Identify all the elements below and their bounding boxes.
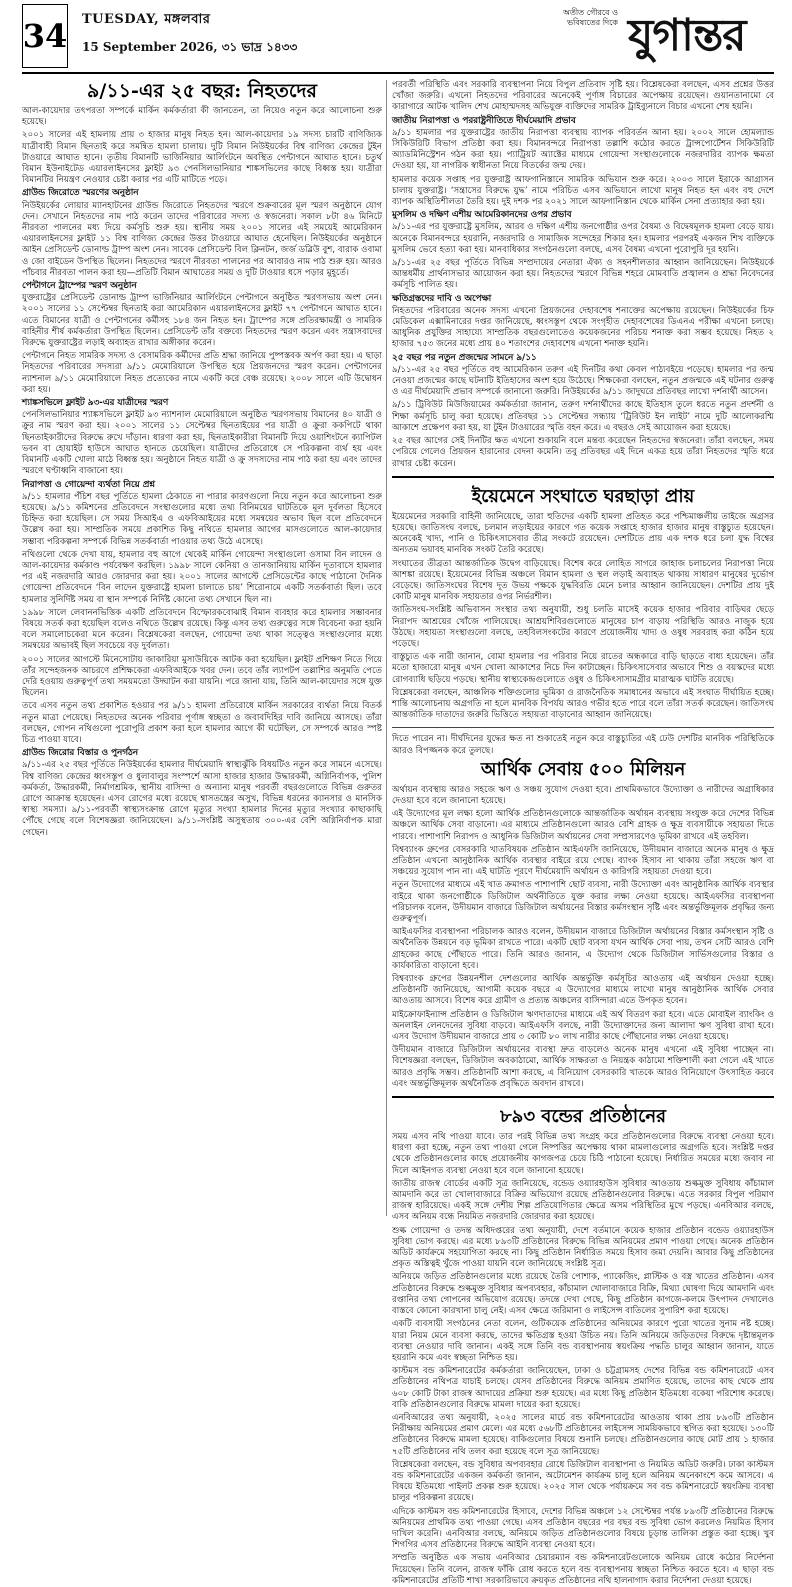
page-header <box>22 0 774 74</box>
story-separator <box>392 1096 774 1098</box>
story3-para: বিশ্বব্যাংক গ্রুপের উন্নয়নশীল দেশগুলোর আর্থিক অন্তর্ভুক্তি কর্মসূচির আওতায় এই অর্থায়ন দেওয়া হচ্ছে। প্রতিষ্ঠানটি জানিয়েছে, আগামী কয়েক বছরে এ উদ্যোগের মাধ্যমে লাখো মানুষ আনুষ্ঠানিক আর্থিক সেবার আওতায় আসবে। বিশেষ করে গ্রামীণ ও প্রত্যন্ত অঞ্চলের বাসিন্দারা এতে উপকৃত হবেন। <box>392 974 774 1007</box>
story3-para: বিশ্বব্যাংক গ্রুপের বেসরকারি খাতবিষয়ক প্রতিষ্ঠান আইএফসি জানিয়েছে, উদীয়মান বাজারে অনেক মানুষ ও ক্ষুদ্র প্রতিষ্ঠান এখনো আনুষ্ঠানিক আর্থিক ব্যবস্থার বাইরে রয়ে গেছে। ব্যাংক হিসাব না থাকায় তাঁরা সহজে ঋণ বা সঞ্চয়ের সুযোগ পান না। এই ঘাটতি পূরণে দীর্ঘমেয়াদি অর্থায়ন ও কারিগরি সহায়তা দেওয়া হবে। <box>392 844 774 878</box>
story4-para: সময় এসব নথি পাওয়া যাবে। তার পরই বিভিন্ন তথ্য সংগ্রহ করে প্রতিষ্ঠানগুলোর বিরুদ্ধে ব্যবস্থা নেওয়া হবে। ধারণা করা হচ্ছে, নতুন তথ্য পাওয়া গেলে নিষ্পত্তির অপেক্ষায় থাকা মামলাগুলোর অগ্রগতি হবে। সংশ্লিষ্ট দপ্তর থেকে প্রতিষ্ঠানগুলোর কাছে প্রয়োজনীয় কাগজপত্র চেয়ে চিঠি পাঠানো হয়েছে। নির্ধারিত সময়ের মধ্যে জবাব না দিলে আইনগত ব্যবস্থা নেওয়া হবে বলে জানানো হয়েছে। <box>392 1132 774 1176</box>
story1-para: নথিগুলো থেকে দেখা যায়, হামলার বহু আগে থেকেই মার্কিন গোয়েন্দা সংস্থাগুলো ওসামা বিন লাদেন ও আল-কায়েদার কর্মকাণ্ড পর্যবেক্ষণ করছিল। ১৯৯৮ সালে কেনিয়া ও তানজানিয়ায় মার্কিন দূতাবাসে হামলার পর এই নজরদারি আরও জোরদার করা হয়। ২০০১ সালের আগস্টে প্রেসিডেন্টের কাছে পাঠানো দৈনিক গোয়েন্দা প্রতিবেদনে ‘বিন লাদেন যুক্তরাষ্ট্রে হামলা চালাতে চায়’ শিরোনামে একটি সতর্কবার্তা ছিল। তবে হামলার সুনির্দিষ্ট সময় বা স্থান সম্পর্কে নির্দিষ্ট কোনো তথ্য সেখানে ছিল না। <box>22 549 382 605</box>
story4-para: জাতীয় রাজস্ব বোর্ডের একটি সূত্র জানিয়েছে, বন্ডেড ওয়্যারহাউস সুবিধার আওতায় শুল্কমুক্ত সুবিধায় কাঁচামাল আমদানি করে তা খোলাবাজারে বিক্রির অভিযোগ রয়েছে প্রতিষ্ঠানগুলোর বিরুদ্ধে। এতে সরকার বিপুল পরিমাণ রাজস্ব হারিয়েছে। একই সঙ্গে দেশীয় শিল্প প্রতিযোগিতার ক্ষেত্রে অসম পরিস্থিতির মুখে পড়ছে। এনবিআর বলছে, এসব অনিয়ম বন্ধে নিয়মিত নজরদারি জোরদার করা হয়েছে। <box>392 1178 774 1223</box>
story2-para: সংঘাতের তীব্রতা আন্তর্জাতিক উদ্বেগ বাড়িয়েছে। বিশেষ করে লোহিত সাগরে জাহাজ চলাচলের নিরাপত্তা নিয়ে আশঙ্কা রয়েছে। ইয়েমেনের বিভিন্ন অঞ্চলে বিমান হামলা ও স্থল লড়াই অব্যাহত থাকায় সাধারণ মানুষের দুর্ভোগ বেড়েছে। জাতিসংঘের বিশেষ দূত উভয় পক্ষকে যুদ্ধবিরতি মেনে চলার আহ্বান জানিয়েছেন। দেশটির প্রায় দুই কোটি মানুষ মানবিক সহায়তার ওপর নির্ভরশীল। <box>392 558 774 603</box>
story1-headline: ৯/১১-এর ২৫ বছর: নিহতদের <box>87 80 317 102</box>
story1-cont-subhead: ২৫ বছর পর নতুন প্রজন্মের সামনে ৯/১১ <box>392 352 537 363</box>
story1-cont-para: নিহতদের পরিবারের অনেক সদস্য এখনো প্রিয়জনের দেহাবশেষ শনাক্তের অপেক্ষায় রয়েছেন। নিউইয়র্কের চিফ মেডিকেল এক্সামিনারের দপ্তর জানিয়েছে, ধ্বংসস্তূপ থেকে সংগৃহীত দেহাবশেষের ডিএনএ পরীক্ষা এখনো চলছে। আধুনিক প্রযুক্তির সাহায্যে সাম্প্রতিক বছরগুলোতেও কয়েকজনের পরিচয় শনাক্ত করা সম্ভব হয়েছে। নিহত ২ হাজার ৭৫৩ জনের মধ্যে প্রায় ৪০ শতাংশের দেহাবশেষ এখনো শনাক্ত হয়নি। <box>392 305 774 350</box>
story4-para: একটি ব্যবসায়ী সংগঠনের নেতা বলেন, গুটিকয়েক প্রতিষ্ঠানের অনিয়মের কারণে পুরো খাতের সুনাম নষ্ট হচ্ছে। যারা নিয়ম মেনে ব্যবসা করছে, তাদের ক্ষতিগ্রস্ত হওয়া উচিত নয়। তিনি অনিয়মে জড়িতদের বিরুদ্ধে দৃষ্টান্তমূলক ব্যবস্থা নেওয়ার দাবি জানান। একই সঙ্গে তিনি বন্ড ব্যবস্থাপনায় স্বয়ংক্রিয় পদ্ধতি চালুর আহ্বান জানান, যাতে হয়রানি কমে এবং স্বচ্ছতা নিশ্চিত হয়। <box>392 1319 774 1363</box>
left-column <box>22 80 382 1216</box>
story1-cont-subhead: ক্ষতিগ্রস্তদের দাবি ও অপেক্ষা <box>392 293 492 304</box>
story1-para: ২০০১ সালের এই হামলায় প্রায় ৩ হাজার মানুষ নিহত হন। আল-কায়েদার ১৯ সদস্য চারটি বাণিজ্যিক যাত্রীবাহী বিমান ছিনতাই করে সমন্বিত হামলা চালায়। দুটি বিমান নিউইয়র্কের বিশ্ব বাণিজ্য কেন্দ্রের টুইন টাওয়ারে আঘাত হানে। তৃতীয় বিমানটি ভার্জিনিয়ার আর্লিংটনে অবস্থিত পেন্টাগনে আঘাত হানে। চতুর্থ বিমান ইউনাইটেড এয়ারলাইনসের ফ্লাইট ৯৩ পেনসিলভানিয়ার শাঙ্কসভিলের কাছে বিধ্বস্ত হয়। যাত্রীরা বিমানটির নিয়ন্ত্রণ নেওয়ার চেষ্টা করার পর এটি মাটিতে পড়ে। <box>22 130 382 186</box>
story1-cont-para: ৯/১১-এর ২৫ বছর পূর্তিতে বহু আমেরিকান তরুণ এই দিনটির কথা কেবল পাঠ্যবইয়ে পড়েছে। হামলার পর জন্ম নেওয়া প্রজন্মের কাছে ঘটনাটি ইতিহাসের অংশ হয়ে উঠেছে। শিক্ষকেরা বলছেন, নতুন প্রজন্মকে এই ঘটনার গুরুত্ব ও এর দীর্ঘমেয়াদি প্রভাব সম্পর্কে জানানো জরুরি। নিউইয়র্কের ৯/১১ জাদুঘরে প্রতিবছর লাখো দর্শনার্থী আসেন। <box>392 364 774 398</box>
date-bn: ৩১ ভাদ্র ১৪৩৩ <box>221 40 298 54</box>
story4-para: অনিয়মে জড়িত প্রতিষ্ঠানগুলোর মধ্যে রয়েছে তৈরি পোশাক, প্যাকেজিং, প্লাস্টিক ও বস্ত্র খাতের প্রতিষ্ঠান। এসব প্রতিষ্ঠানের বিরুদ্ধে শুল্কমুক্ত সুবিধার অপব্যবহার, কাঁচামাল খোলাবাজারে বিক্রি, মিথ্যা ঘোষণা দিয়ে আমদানি এবং রপ্তানির তথ্য গোপনের অভিযোগ রয়েছে। তদন্তে দেখা গেছে, কিছু প্রতিষ্ঠান কাগজে-কলমে উৎপাদন দেখালেও বাস্তবে কোনো কারখানা চালু নেই। এসব ক্ষেত্রে জরিমানা ও লাইসেন্স বাতিলের সুপারিশ করা হয়েছে। <box>392 1272 774 1317</box>
story1-para: যুক্তরাষ্ট্রের প্রেসিডেন্ট ডোনাল্ড ট্রাম্প ভার্জিনিয়ার আর্লিংটনে পেন্টাগনে অনুষ্ঠিত স্মরণসভায় অংশ নেন। ২০০১ সালের ১১ সেপ্টেম্বর ছিনতাই করা আমেরিকান এয়ারলাইনসের ফ্লাইট ৭৭ পেন্টাগনে আঘাত হানে। এতে বিমানের যাত্রী ও পেন্টাগনের কর্মীসহ ১৮৪ জন নিহত হন। ট্রাম্পের সঙ্গে প্রতিরক্ষামন্ত্রী ও সামরিক বাহিনীর শীর্ষ কর্মকর্তারা উপস্থিত ছিলেন। প্রেসিডেন্ট তাঁর বক্তব্যে নিহতদের স্মরণ করেন এবং সন্ত্রাসবাদের বিরুদ্ধে যুক্তরাষ্ট্রের লড়াই অব্যাহত রাখার অঙ্গীকার করেন। <box>22 293 382 349</box>
story3-para: আইএফসির ব্যবস্থাপনা পরিচালক আরও বলেন, উদীয়মান বাজারে ডিজিটাল অর্থায়নের বিস্তার কর্মসংস্থান সৃষ্টি ও অর্থনৈতিক উন্নয়নে বড় ভূমিকা রাখতে পারে। একটি ছোট ব্যবসা যখন আর্থিক সেবা পায়, তখন সেটি আরও বেশি গ্রাহকের কাছে পৌঁছাতে পারে। তিনি আরও জানান, এ উদ্যোগ থেকে ডিজিটাল সার্ভিসগুলোর বিস্তার ও কার্যকারিতা বাড়ানো হবে। <box>392 927 774 971</box>
story1-cont-para: ৯/১১-এর পর যুক্তরাষ্ট্রে মুসলিম, আরব ও দক্ষিণ এশীয় জনগোষ্ঠীর ওপর বৈষম্য ও বিদ্বেষমূলক হামলা বেড়ে যায়। অনেকে বিমানবন্দরে হয়রানি, নজরদারি ও সামাজিক সন্দেহের শিকার হন। হামলার পরপরই একজন শিখ ব্যক্তিকে মুসলিম ভেবে হত্যা করা হয়। মানবাধিকার সংগঠনগুলো বলছে, এসব বৈষম্য এখনো পুরোপুরি দূর হয়নি। <box>392 222 774 255</box>
story1-para: নিউইয়র্কের লোয়ার ম্যানহাটনের গ্রাউন্ড জিরোতে নিহতদের স্মরণে শুক্রবারের মূল স্মরণ অনুষ্ঠানে যোগ দেন। সেখানে নিহতদের নাম পাঠ করেন তাদের পরিবারের সদস্য ও স্বজনেরা। সকাল ৮টা ৪৬ মিনিটে নীরবতা পালনের মধ্য দিয়ে কর্মসূচি শুরু হয়। স্থানীয় সময় ২০০১ সালের এই সময়েই আমেরিকান এয়ারলাইনসের ফ্লাইট ১১ বিশ্ব বাণিজ্য কেন্দ্রের উত্তর টাওয়ারে আঘাত হেনেছিল। নিউইয়র্কের অনুষ্ঠানে আইন প্রেসিডেন্ট ডোনাল্ড ট্রাম্প অংশ নেন। সাবেক প্রেসিডেন্ট বিল ক্লিনটন, জর্জ ডব্লিউ বুশ, বারাক ওবামা ও জো বাইডেন উপস্থিত ছিলেন। নিহতদের স্মরণে নীরবতা পালনের পর আবারও নাম পাঠ শুরু হয়। আরও পাঁচবার নীরবতা পালন করা হয়—প্রতিটি বিমান আঘাতের সময় ও দুটি টাওয়ার ধসে পড়ার মুহূর্তে। <box>22 200 382 278</box>
story1-subhead: নিরাপত্তা ও গোয়েন্দা ব্যর্থতা নিয়ে প্রশ্ন <box>22 479 155 490</box>
story1-cont-para: ২৫ বছর আগের সেই দিনটির ক্ষত এখনো শুকায়নি বলে মন্তব্য করেছেন নিহতদের স্বজনেরা। তাঁরা বলছেন, সময় পেরিয়ে গেলেও প্রিয়জন হারানোর বেদনা কমেনি। তবু প্রতিবছর এই দিনে একত্র হয়ে তাঁরা নিহতদের স্মৃতি ধরে রাখার চেষ্টা করেন। <box>392 436 774 469</box>
header-rule <box>22 72 774 74</box>
story-separator <box>392 476 774 478</box>
day-bn: মঙ্গলবার <box>164 12 211 27</box>
story3-lead: দিতে পারেন না। দীর্ঘদিনের যুদ্ধের ক্ষত না শুকাতেই নতুন করে বাস্তুচ্যুতির এই ঢেউ দেশটির মানবিক পরিস্থিতিকে আরও বিপজ্জনক করে তুলছে। <box>392 734 774 756</box>
story1-cont-subhead: মুসলিম ও দক্ষিণ এশীয় আমেরিকানদের ওপর প্রভাব <box>392 210 572 221</box>
story1-para: পেন্টাগনে নিহত সামরিক সদস্য ও বেসামরিক কর্মীদের প্রতি শ্রদ্ধা জানিয়ে পুষ্পস্তবক অর্পণ করা হয়। এ ছাড়া নিহতদের পরিবারের সদস্যরা ৯/১১ মেমোরিয়ালে উপস্থিত হয়ে প্রিয়জনদের স্মরণ করেন। পেন্টাগনের ন্যাশনাল ৯/১১ মেমোরিয়ালে নিহত প্রত্যেকের নামে একটি করে বেঞ্চ রয়েছে। ২০০৮ সালে এটি উদ্বোধন করা হয়। <box>22 351 382 395</box>
date-row <box>82 39 297 59</box>
story1-cont-para: ৯/১১ হামলার পর যুক্তরাষ্ট্রের জাতীয় নিরাপত্তা ব্যবস্থায় ব্যাপক পরিবর্তন আনা হয়। ২০০২ সালে হোমল্যান্ড সিকিউরিটি বিভাগ প্রতিষ্ঠা করা হয়। বিমানবন্দরে নিরাপত্তা তল্লাশি কঠোর করতে ট্রান্সপোর্টেশন সিকিউরিটি অ্যাডমিনিস্ট্রেশন গঠন করা হয়। প্যাট্রিয়ট অ্যাক্টের মাধ্যমে গোয়েন্দা সংস্থাগুলোকে নজরদারির ব্যাপক ক্ষমতা দেওয়া হয়, যা নাগরিক স্বাধীনতা নিয়ে বিতর্কের জন্ম দেয়। <box>392 127 774 172</box>
story4-para: সম্প্রতি অনুষ্ঠিত এক সভায় এনবিআর চেয়ারম্যান বন্ড কমিশনারেটগুলোকে অনিয়ম রোধে কঠোর নির্দেশনা দিয়েছেন। তিনি বলেন, রাজস্ব ফাঁকি রোধ করতে হলে বন্ড ব্যবস্থাপনায় স্বচ্ছতা নিশ্চিত করতে হবে। এ ছাড়া বন্ড কমিশনারেটের প্রতিটি শাখা সরকারিভাবে ক্রয়কৃত প্রতিষ্ঠানের নথি হালনাগাদ করার নির্দেশনা দেওয়া হয়েছে। <box>392 1553 774 1586</box>
column-divider <box>386 80 387 1216</box>
story1-cont-para: ৯/১১ ট্রিবিউট মিউজিয়ামের কর্মকর্তারা জানান, তরুণ দর্শনার্থীদের কাছে ইতিহাস তুলে ধরতে নতুন প্রদর্শনী ও শিক্ষা কর্মসূচি চালু করা হয়েছে। প্রতিবছর ১১ সেপ্টেম্বর সন্ধ্যায় ‘ট্রিবিউট ইন লাইট’ নামে দুটি আলোকরশ্মি আকাশে প্রক্ষেপণ করা হয়, যা টুইন টাওয়ারের স্মৃতি বহন করে। এ বছরও সেই আয়োজন করা হয়েছে। <box>392 400 774 433</box>
newspaper-logo: যুগান্তর <box>628 10 746 61</box>
story-separator <box>392 727 774 728</box>
story1-subhead: শ্যাঙ্কসভিলে ফ্লাইট ৯৩-এর যাত্রীদের স্মরণ <box>22 398 169 409</box>
story4-para: বিশ্লেষকেরা বলছেন, বন্ড সুবিধার অপব্যবহার রোধে ডিজিটাল ব্যবস্থাপনা ও নিয়মিত অডিট জরুরি। ঢাকা কাস্টমস বন্ড কমিশনারেটের একজন কর্মকর্তা জানান, অটোমেশন কার্যক্রম চালু হলে অনিয়ম অনেকাংশে কমে আসবে। এ বিষয়ে ইতিমধ্যে পাইলট প্রকল্প শুরু হয়েছে। ২০২৫ সাল থেকে পর্যায়ক্রমে সব বন্ড কমিশনারেটে স্বয়ংক্রিয় ব্যবস্থা চালুর পরিকল্পনা রয়েছে। <box>392 1459 774 1504</box>
story1-para: আল-কায়েদার তৎপরতা সম্পর্কে মার্কিন কর্মকর্তারা কী জানতেন, তা নিয়েও নতুন করে আলোচনা শুরু হয়েছে। <box>22 106 382 128</box>
story2-para: জাতিসংঘ-সংশ্লিষ্ট অভিবাসন সংস্থার তথ্য অনুযায়ী, শুধু চলতি মাসেই কয়েক হাজার পরিবার বাড়িঘর ছেড়ে নিরাপদ আশ্রয়ের খোঁজে পালিয়েছে। আশ্রয়শিবিরগুলোতে মানুষের চাপ বাড়ায় পরিস্থিতি আরও নাজুক হয়ে উঠছে। সহায়তা সংস্থাগুলো বলছে, তহবিলসংকটের কারণে প্রয়োজনীয় খাদ্য ও ওষুধ সরবরাহ করা কঠিন হয়ে পড়েছে। <box>392 605 774 649</box>
story1-para: পেনসিলভানিয়ার শ্যাঙ্কসভিলে ফ্লাইট ৯৩ ন্যাশনাল মেমোরিয়ালে অনুষ্ঠিত স্মরণসভায় বিমানের ৪০ যাত্রী ও ক্রুর নাম স্মরণ করা হয়। ২০০১ সালের ১১ সেপ্টেম্বর ছিনতাইয়ের পর যাত্রী ও ক্রুরা ককপিটে থাকা ছিনতাইকারীদের বিরুদ্ধে রুখে দাঁড়ান। ধারণা করা হয়, ছিনতাইকারীরা বিমানটি দিয়ে ওয়াশিংটনে ক্যাপিটল ভবন বা হোয়াইট হাউসে আঘাত হানতে চেয়েছিল। যাত্রীদের প্রতিরোধে সে পরিকল্পনা ব্যর্থ হয় এবং বিমানটি একটি খোলা মাঠে বিধ্বস্ত হয়। অনুষ্ঠানে নিহত যাত্রী ও ক্রু সদস্যদের নাম পাঠ করা হয় এবং তাদের স্মরণে ঘণ্টাধ্বনি বাজানো হয়। <box>22 410 382 477</box>
story2-headline: ইয়েমেনে সংঘাতে ঘরছাড়া প্রায় <box>471 485 695 507</box>
story3-para: নতুন উদ্যোগের মাধ্যমে এই খাত ক্রমাগত পাশাপাশি ছোট ব্যবসা, নারী উদ্যোক্তা এবং আনুষ্ঠানিক আর্থিক ব্যবস্থার বাইরে থাকা জনগোষ্ঠীকে ডিজিটাল অর্থনীতিতে যুক্ত করার লক্ষ্য নেওয়া হয়েছে। আইএফসির ব্যবস্থাপনা পরিচালক বলেন, উদীয়মান বাজারে ডিজিটাল অর্থায়নের বিস্তার কর্মসংস্থান সৃষ্টি এবং অন্তর্ভুক্তিমূলক প্রবৃদ্ধির জন্য গুরুত্বপূর্ণ। <box>392 880 774 924</box>
story3-para: এই উদ্যোগের মূল লক্ষ্য হলো আর্থিক প্রতিষ্ঠানগুলোকে আন্তর্জাতিক অর্থায়ন ব্যবস্থায় সংযুক্ত করে দেশের বিভিন্ন অঞ্চলে আর্থিক সেবা বাড়ানো। এর মাধ্যমে প্রতিষ্ঠানগুলো আরও বেশি গ্রাহক ও ক্ষুদ্র ব্যবসায়ীকে সহায়তা দিতে পারবে। পাশাপাশি নিরাপদ ও আধুনিক ডিজিটাল অর্থায়নের সেবা সম্প্রসারণেও ভূমিকা রাখবে এই তহবিল। <box>392 809 774 842</box>
masthead <box>538 2 768 68</box>
story2-para: বাস্তুচ্যুত এক নারী জানান, বোমা হামলার পর পরিবার নিয়ে রাতের অন্ধকারে বাড়ি ছাড়তে বাধ্য হয়েছেন। তাঁর মতো হাজারো মানুষ এখন খোলা আকাশের নিচে দিন কাটাচ্ছেন। চিকিৎসাসেবার অভাবে শিশু ও বয়স্কদের মধ্যে রোগব্যাধি ছড়িয়ে পড়ছে। স্থানীয় স্বাস্থ্যকেন্দ্রগুলোতে ওষুধ ও চিকিৎসাসামগ্রীর মারাত্মক ঘাটতি রয়েছে। <box>392 652 774 685</box>
story4-para: এদিকে কাস্টমস বন্ড কমিশনারেটের হিসাবে, দেশের বিভিন্ন অঞ্চলে ১২ সেপ্টেম্বর পর্যন্ত ৮৯৩টি প্রতিষ্ঠানের বিরুদ্ধে অনিয়মের প্রাথমিক তথ্য পাওয়া গেছে। এসব প্রতিষ্ঠান বছরের পর বছর বন্ড সুবিধা ভোগ করলেও নিয়মিত হিসাব দাখিল করেনি। এনবিআর বলছে, অনিয়মে জড়িত প্রতিষ্ঠানগুলোর বিষয়ে চূড়ান্ত তালিকা প্রস্তুত করা হচ্ছে। খুব শিগগির এসব প্রতিষ্ঠানের বিরুদ্ধে আইনি ব্যবস্থা নেওয়া হবে। <box>392 1506 774 1551</box>
story4-headline: ৮৯৩ বন্ডের প্রতিষ্ঠানের <box>499 1106 667 1128</box>
day-en: TUESDAY, <box>82 12 160 27</box>
story3-para: মাইক্রোফাইন্যান্স প্রতিষ্ঠান ও ডিজিটাল ঋণদাতাদের মাধ্যমে এই অর্থ বিতরণ করা হবে। এতে মোবাইল ব্যাংকিং ও অনলাইন লেনদেনের সুবিধা বাড়বে। আইএফসি বলছে, নারী উদ্যোক্তাদের জন্য আলাদা ঋণ সুবিধা রাখা হবে। এসব উদ্যোগ উদীয়মান বাজারে প্রায় ৩ কোটি ৮০ লাখ নারীর কাছে পৌঁছানোর লক্ষ্য নেওয়া হয়েছে। <box>392 1009 774 1043</box>
story2-para: ইয়েমেনের সরকারি বাহিনী জানিয়েছে, তারা হুতিদের একটি হামলা প্রতিহত করে পশ্চিমাঞ্চলীয় তাইজে অগ্রসর হয়েছে। জাতিসংঘ বলছে, চলমান লড়াইয়ের কারণে গত কয়েক সপ্তাহে হাজার হাজার মানুষ বাস্তুচ্যুত হয়েছেন। অনেকেই খাদ্য, পানি ও চিকিৎসাসেবার তীব্র সংকটে রয়েছেন। দেশটিতে প্রায় এক দশক ধরে চলা যুদ্ধ বিশ্বের অন্যতম ভয়াবহ মানবিক সংকট তৈরি করেছে। <box>392 511 774 556</box>
story3-para: উদীয়মান বাজারে ডিজিটাল অর্থায়নের ব্যবস্থা দ্রুত বাড়লেও অনেক মানুষ এখনো এই সুবিধা পাচ্ছেন না। বিশেষজ্ঞরা বলছেন, ডিজিটাল অবকাঠামো, আর্থিক সাক্ষরতা ও নিয়ন্ত্রক কাঠামো শক্তিশালী করা গেলে এই খাতে আরও প্রবৃদ্ধি সম্ভব। প্রতিষ্ঠানটি আশা করছে, এ বিনিয়োগ বেসরকারি খাতকে আরও বিনিয়োগে উৎসাহিত করবে এবং অন্তর্ভুক্তিমূলক অর্থনৈতিক প্রবৃদ্ধিতে অবদান রাখবে। <box>392 1045 774 1089</box>
story1-para: ২০০১ সালের আগস্টে মিনেসোটায় জাকারিয়া মুসাউয়িকে আটক করা হয়েছিল। ফ্লাইট প্রশিক্ষণ নিতে গিয়ে তাঁর সন্দেহজনক আচরণে প্রশিক্ষকেরা এফবিআইকে খবর দেন। তবে তাঁর ল্যাপটপ তল্লাশির অনুমতি পেতে দেরি হওয়ায় গুরুত্বপূর্ণ তথ্য সময়মতো উদ্ঘাটন করা যায়নি। পরে জানা যায়, তিনি আল-কায়েদার সঙ্গে যুক্ত ছিলেন। <box>22 654 382 699</box>
day-row <box>82 10 297 31</box>
dateline <box>82 10 297 59</box>
story1-para: ১৯৯৮ সালে লেবাননভিত্তিক একটি প্রতিবেদনে বিস্ফোরকবোঝাই বিমান ব্যবহার করে হামলার সম্ভাবনার বিষয়ে সতর্ক করা হয়েছিল বলেও নথিতে উল্লেখ রয়েছে। কিন্তু এসব তথ্য গুরুত্বের সঙ্গে বিবেচনা করা হয়নি বলে সমালোচকেরা মনে করেন। বিশ্লেষকেরা বলছেন, গোয়েন্দা তথ্য থাকা সত্ত্বেও সংস্থাগুলোর মধ্যে সমন্বয়ের অভাবই ছিল সবচেয়ে বড় দুর্বলতা। <box>22 607 382 652</box>
story1-para: ৯/১১ হামলার পঁচিশ বছর পূর্তিতে হামলা ঠেকাতে না পারার কারণগুলো নিয়ে নতুন করে আলোচনা শুরু হয়েছে। ৯/১১ কমিশনের প্রতিবেদনে সংস্থাগুলোর মধ্যে তথ্য বিনিময়ের ঘাটতিকে মূল দুর্বলতা হিসেবে চিহ্নিত করা হয়েছিল। সে সময় সিআইএ ও এফবিআইয়ের মধ্যে সমন্বয়ের অভাব ছিল বলে প্রতিবেদনে উল্লেখ করা হয়। সাম্প্রতিক সময়ে প্রকাশিত কিছু নথিতে হামলার আগের মাসগুলোতে আল-কায়েদার সম্ভাব্য পরিকল্পনা সম্পর্কে বিভিন্ন সতর্কবার্তা পাওয়ার তথ্য উঠে এসেছে। <box>22 491 382 547</box>
story1-cont-para: হামলার কয়েক সপ্তাহ পর যুক্তরাষ্ট্র আফগানিস্তানে সামরিক অভিযান শুরু করে। ২০০৩ সালে ইরাকে আগ্রাসন চালায় যুক্তরাষ্ট্র। ‘সন্ত্রাসের বিরুদ্ধে যুদ্ধ’ নামে পরিচিত এসব অভিযানে লাখো মানুষ নিহত হন এবং বহু দেশে ব্যাপক অস্থিতিশীলতা তৈরি হয়। দুই দশক পর ২০২১ সালে আফগানিস্তান থেকে মার্কিন সেনা প্রত্যাহার করা হয়। <box>392 174 774 208</box>
story1-para: ৯/১১-এর ২৫ বছর পূর্তিতে নিউইয়র্কের হামলার দীর্ঘমেয়াদি স্বাস্থ্যঝুঁকি বিষয়টিও নতুন করে সামনে এসেছে। বিশ্ব বাণিজ্য কেন্দ্রের ধ্বংসস্তূপ ও ধুলাবালুর সংস্পর্শে আসা হাজার হাজার উদ্ধারকর্মী, অগ্নিনির্বাপক, পুলিশ কর্মকর্তা, উদ্ধারকর্মী, নির্মাণশ্রমিক, স্থানীয় বাসিন্দা ও অন্যান্য মানুষ পরবর্তী বছরগুলোতে বিভিন্ন গুরুতর রোগে আক্রান্ত হয়েছেন। এসব রোগের মধ্যে রয়েছে শ্বাসতন্ত্রের অসুখ, বিভিন্ন ধরনের ক্যানসার ও মানসিক স্বাস্থ্য সমস্যা। ৯/১১-পরবর্তী স্বাস্থ্যসংক্রান্ত রোগে মৃত্যুর সংখ্যা হামলার দিনের মৃত্যুর সংখ্যার কাছাকাছি পৌঁছে গেছে বলে বিশেষজ্ঞরা জানিয়েছেন। ৯/১১-সংশ্লিষ্ট অসুস্থতায় ৩০০-এর বেশি অগ্নিনির্বাপক মারা গেছেন। <box>22 760 382 838</box>
story3-headline: আর্থিক সেবায় ৫০০ মিলিয়ন <box>480 758 686 780</box>
story1-cont-para: ৯/১১-এর ২৫ বছর পূর্তিতে বিভিন্ন সম্প্রদায়ের নেতারা ঐক্য ও সহনশীলতার আহ্বান জানিয়েছেন। নিউইয়র্কে আন্তধর্মীয় প্রার্থনাসভার আয়োজন করা হয়। নিহতদের স্মরণে বিভিন্ন শহরে মোমবাতি প্রজ্বালন ও শ্রদ্ধা নিবেদনের কর্মসূচি পালিত হয়। <box>392 258 774 291</box>
story4-para: শুল্ক গোয়েন্দা ও তদন্ত অধিদপ্তরের তথ্য অনুযায়ী, দেশে বর্তমানে কয়েক হাজার প্রতিষ্ঠান বন্ডেড ওয়্যারহাউস সুবিধা ভোগ করছে। এর মধ্যে ৮৯৩টি প্রতিষ্ঠানের বিরুদ্ধে বিভিন্ন অনিয়মের প্রমাণ পাওয়া গেছে। অনেক প্রতিষ্ঠান অডিট কার্যক্রমে সহযোগিতা করছে না। কিছু প্রতিষ্ঠান নির্ধারিত সময়ে হিসাব জমা দেয়নি। আবার কিছু প্রতিষ্ঠানের প্রকৃত অস্তিত্বই খুঁজে পাওয়া যায়নি বলে জানিয়েছে সংশ্লিষ্ট সূত্র। <box>392 1225 774 1270</box>
story1-para: তবে এসব নতুন তথ্য প্রকাশিত হওয়ার পর ৯/১১ হামলা প্রতিরোধে মার্কিন সরকারের ব্যর্থতা নিয়ে বিতর্ক নতুন মাত্রা পেয়েছে। নিহতদের অনেক পরিবার পূর্ণাঙ্গ স্বচ্ছতা ও জবাবদিহির দাবি জানিয়ে আসছে। তাঁরা বলছেন, গোপন নথিগুলো পুরোপুরি প্রকাশ করা হলে হামলার আগে কী ঘটেছিল, সে সম্পর্কে আরও স্পষ্ট চিত্র পাওয়া যাবে। <box>22 701 382 745</box>
story1-cont-subhead: জাতীয় নিরাপত্তা ও পররাষ্ট্রনীতিতে দীর্ঘমেয়াদি প্রভাব <box>392 115 576 126</box>
story1-subhead: গ্রাউন্ড জিরোর বিস্তার ও পুনর্গঠন <box>22 748 138 759</box>
story2-para: বিশ্লেষকেরা বলছেন, আঞ্চলিক শক্তিগুলোর ভূমিকা ও রাজনৈতিক সমাধানের অভাবে এই সংঘাত দীর্ঘায়িত হচ্ছে। শান্তি আলোচনায় অগ্রগতি না হলে মানবিক বিপর্যয় আরও গভীর হতে পারে বলে তাঁরা সতর্ক করেছেন। জাতিসংঘ আন্তর্জাতিক দাতাদের জরুরি ভিত্তিতে সহায়তা বাড়ানোর আহ্বান জানিয়েছে। <box>392 687 774 721</box>
story4-para: কাস্টমস বন্ড কমিশনারেটের কর্মকর্তারা জানিয়েছেন, ঢাকা ও চট্টগ্রামসহ দেশের বিভিন্ন বন্ড কমিশনারেটে এসব প্রতিষ্ঠানের নথিপত্র যাচাই চলছে। যেসব প্রতিষ্ঠানের বিরুদ্ধে অনিয়ম প্রমাণিত হয়েছে, তাদের কাছ থেকে প্রায় ৬০৮ কোটি টাকা রাজস্ব আদায়ের প্রক্রিয়া শুরু হয়েছে। এর মধ্যে কিছু প্রতিষ্ঠান ইতিমধ্যে বকেয়া পরিশোধ করেছে। বাকি প্রতিষ্ঠানগুলোর বিরুদ্ধে মামলা দায়ের করা হয়েছে। <box>392 1366 774 1410</box>
right-column <box>392 80 774 1586</box>
page-number: 34 <box>22 4 68 68</box>
story3-para: অর্থায়ন ব্যবস্থায় আরও সহজে ঋণ ও সঞ্চয় সুযোগ দেওয়া হবে। প্রাথমিকভাবে উদ্যোক্তা ও নারীদের অগ্রাধিকার দেওয়া হবে বলে জানানো হয়েছে। <box>392 784 774 806</box>
tagline: অতীত গৌরবে ও ভবিষ্যতের দিকে <box>562 8 618 27</box>
story1-cont-para: পরবর্তী পরিস্থিতি এবং সরকারি ব্যবস্থাপনা নিয়ে বিপুল প্রতিবাদ সৃষ্টি হয়। বিশ্লেষকেরা বলছেন, এসব প্রশ্নের উত্তর খোঁজা জরুরি। এখনো নিহতদের পরিবারের অনেকেই পূর্ণাঙ্গ বিচারের অপেক্ষায় রয়েছেন। গুয়ানতানামো বে কারাগারে আটক খালিদ শেখ মোহাম্মদসহ অভিযুক্ত ব্যক্তিদের সামরিক ট্রাইব্যুনালে বিচার এখনো শেষ হয়নি। <box>392 80 774 113</box>
date-en: 15 September 2026, <box>82 40 218 54</box>
story1-subhead: পেন্টাগনে ট্রাম্পের স্মরণ অনুষ্ঠান <box>22 281 137 292</box>
story4-para: এনবিআরের তথ্য অনুযায়ী, ২০২৫ সালের মার্চে বন্ড কমিশনারেটের আওতায় থাকা প্রায় ৮৯৩টি প্রতিষ্ঠান নিরীক্ষায় অনিয়মের প্রমাণ মেলে। এর মধ্যে ৫৬৮টি প্রতিষ্ঠানের লাইসেন্স সাময়িকভাবে স্থগিত করা হয়েছে। ১৩০টি প্রতিষ্ঠানের বিরুদ্ধে মামলা হয়েছে। বাকিগুলোর বিষয়ে শুনানি চলছে। প্রতিষ্ঠানগুলোর কাছে মোট প্রায় ১ হাজার ৭৫টি প্রতিষ্ঠানের নথি তলব করা হয়েছে বলে সূত্র জানিয়েছে। <box>392 1412 774 1457</box>
story1-subhead: গ্রাউন্ড জিরোতে স্মরণের অনুষ্ঠান <box>22 188 139 199</box>
